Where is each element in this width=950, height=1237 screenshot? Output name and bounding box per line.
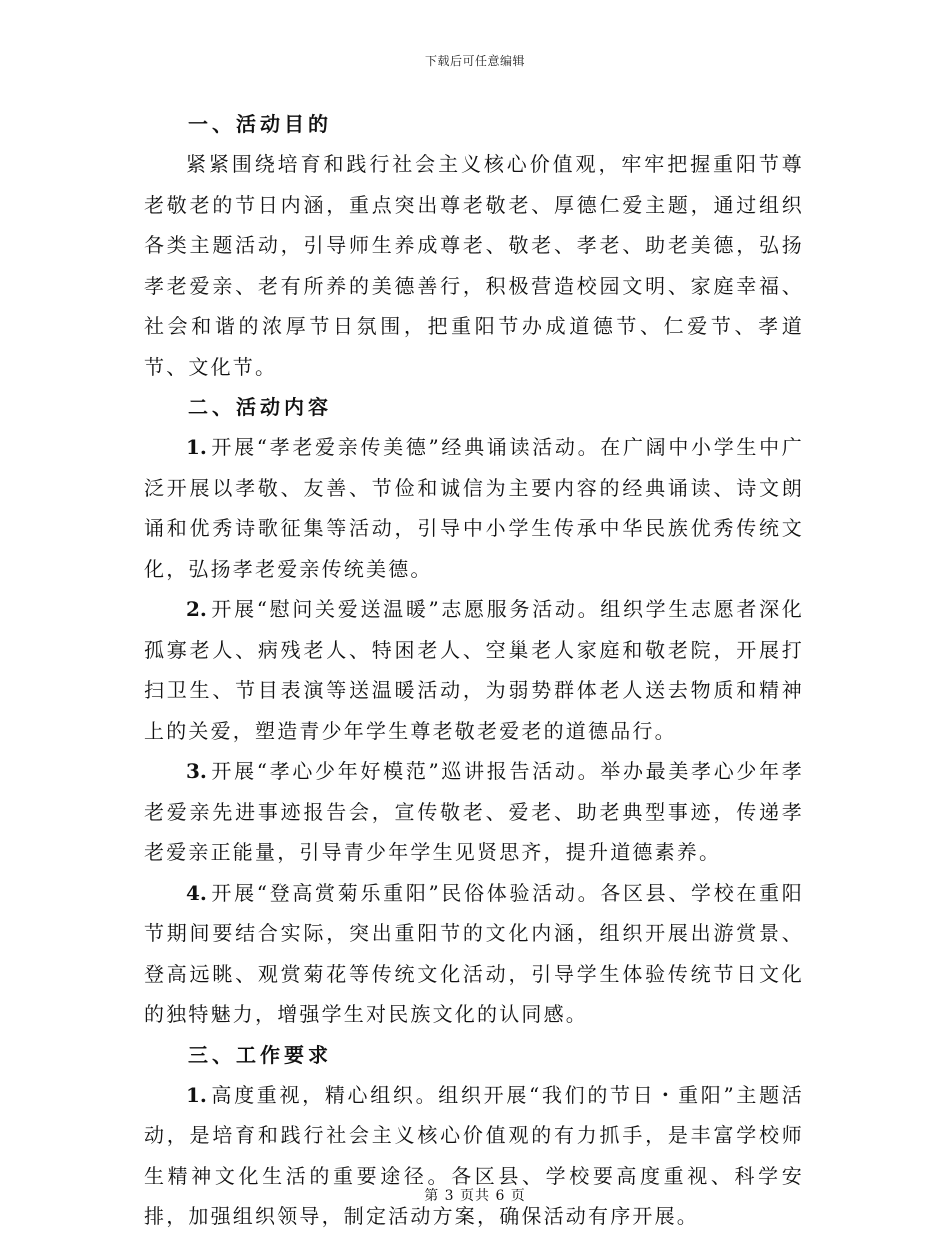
document-body: [144, 104, 804, 1237]
paragraph-requirements-item-1: [144, 1075, 804, 1237]
section-heading-requirements: 三、工作要求: [188, 1042, 332, 1067]
paragraph-content-item-4: [144, 873, 804, 1035]
paragraph-content-item-3: [144, 751, 804, 873]
item-number: 1.: [186, 1082, 207, 1107]
paragraph-text: 开展“登高赏菊乐重阳”民俗体验活动。各区县、学校在重阳节期间要结合实际，突出重阳节的文化内涵，组织开展出游赏景、登高远眺、观赏菊花等传统文化活动，引导学生体验传统节日文化的独特魅力，增强学生对民族文化的认同感。: [144, 880, 804, 1026]
paragraph-text: 开展“孝老爱亲传美德”经典诵读活动。在广阔中小学生中广泛开展以孝敬、友善、节俭和诚信为主要内容的经典诵读、诗文朗诵和优秀诗歌征集等活动，引导中小学生传承中华民族优秀传统文化，弘扬孝老爱亲传统美德。: [144, 435, 804, 581]
section-heading-content: 二、活动内容: [188, 395, 332, 419]
paragraph-content-item-1: [144, 427, 804, 589]
page-number-footer: 第 3 页共 6 页: [424, 1188, 526, 1204]
paragraph-content-item-2: [144, 589, 804, 751]
page-header-note: 下载后可任意编辑: [424, 54, 525, 68]
paragraph-purpose: [144, 144, 804, 387]
item-number: 3.: [186, 759, 207, 783]
paragraph-text: 开展“慰问关爱送温暖”志愿服务活动。组织学生志愿者深化孤寡老人、病残老人、特困老人、空巢老人家庭和敬老院，开展打扫卫生、节目表演等送温暖活动，为弱势群体老人送去物质和精神上的关爱，塑造青少年学生尊老敬老爱老的道德品行。: [144, 597, 804, 743]
item-number: 2.: [186, 597, 207, 621]
paragraph-text: 开展“孝心少年好模范”巡讲报告活动。举办最美孝心少年孝老爱亲先进事迹报告会，宣传敬老、爱老、助老典型事迹，传递孝老爱亲正能量，引导青少年学生见贤思齐，提升道德素养。: [144, 759, 804, 864]
section-heading-purpose: 一、活动目的: [188, 112, 332, 136]
paragraph-text: 紧紧围绕培育和践行社会主义核心价值观，牢牢把握重阳节尊老敬老的节日内涵，重点突出尊老敬老、厚德仁爱主题，通过组织各类主题活动，引导师生养成尊老、敬老、孝老、助老美德，弘扬孝老爱亲、老有所养的美德善行，积极营造校园文明、家庭幸福、社会和谐的浓厚节日氛围，把重阳节办成道德节、仁爱节、孝道节、文化节。: [144, 152, 804, 379]
paragraph-text: 高度重视，精心组织。组织开展“我们的节日・重阳”主题活动，是培育和践行社会主义核心价值观的有力抓手，是丰富学校师生精神文化生活的重要途径。各区县、学校要高度重视、科学安排，加强组织领导，制定活动方案，确保活动有序开展。: [144, 1082, 804, 1228]
item-number: 4.: [186, 880, 207, 905]
item-number: 1.: [186, 435, 207, 459]
